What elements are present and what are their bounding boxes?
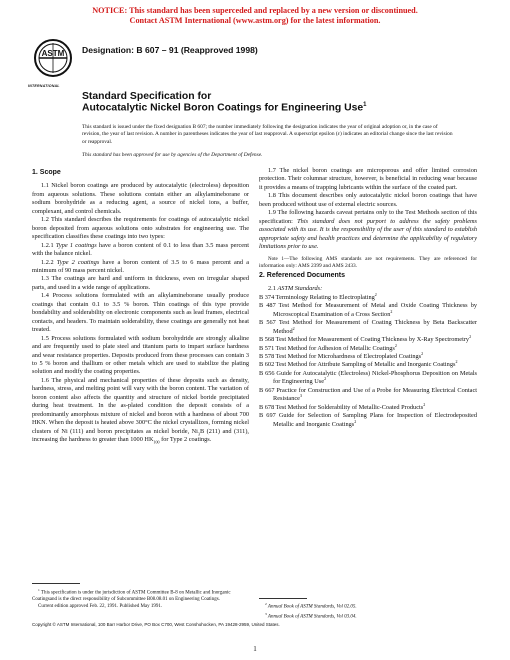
footnote-mark: 3 [265,612,267,617]
reference-footnote-mark: 2 [469,334,472,340]
reference-item [259,387,477,404]
caveat-text: This standard does not purport to address the safety problems associated with its use. It is the responsibility of the user of this standard to establish appropriate safety and health practices and determine the applicability of regulatory limitations prior to use. [259,217,477,251]
footnote-text: Annual Book of ASTM Standards, Vol 03.04. [266,614,357,620]
astm-standards-label [259,285,477,293]
reference-item [259,342,477,353]
subscript: 100 [153,439,160,445]
designation: Designation: B 607 – 91 (Reapproved 1998) [82,45,258,55]
para-text: for Type 2 coatings. [159,436,212,444]
footnote-rule-right [259,598,307,599]
copyright: Copyright © ASTM International, 100 Barr Harbor Drive, PO Box C700, West Conshohocken, PA 19428-2959, United States. [32,622,280,627]
title-text: Autocatalytic Nickel Boron Coatings for Engineering Use [82,102,364,114]
footnote-3 [259,611,477,621]
para-number: 1.2.2 [41,258,57,266]
reference-text: B 656 Guide for Autocatalytic (Electroless) Nickel-Phosphorus Deposition on Metals for Engineering Use [259,369,477,386]
note-text: —The following AMS standards are not requirements. They are referenced for information only: AMS 2399 and AMS 2433. [259,255,477,269]
reference-footnote-mark: 2 [421,350,424,356]
reference-text: B 667 Practice for Construction and Use of a Probe for Measuring Electrical Contact Resistance [259,386,477,403]
reference-footnote-mark: 2 [374,291,377,297]
reference-footnote-mark: 3 [299,393,302,399]
reference-footnote-mark: 2 [324,376,327,382]
footnote-text: This specification is under the jurisdiction of ASTM Committee B-8 on Metallic and Inorganic Coatingsand is the direct responsibility of Subcommittee B08.08.01 on Engineering Coatings. [32,590,231,603]
supersede-notice [0,6,510,26]
para-text: 1.9 The following hazards caveat pertains only to the Test Methods section of this specification: [259,209,477,225]
notice-line-1: NOTICE: This standard has been superceded and replaced by a new version or discontinued. [92,6,418,15]
astm-logo [33,38,73,78]
logo-subtext: INTERNATIONAL [28,84,60,88]
subscript: 3 [197,430,200,436]
reference-item [259,302,477,319]
footnote-2 [259,601,477,611]
reference-text: B 697 Guide for Selection of Sampling Plans for Inspection of Electrodeposited Metallic and Inorganic Coatings [259,412,477,428]
para-1-5: 1.5 Process solutions formulated with sodium borohydride are strongly alkaline and are frequently used to plate steel and titanium parts to impart surface hardness and wear resistance properties. Deposits produced from these processes can contain 3 to 5 % boron and thallium or other metals which are used to stabilize the plating solution and modify the coating properties. [32,334,249,376]
para-1-2-1 [32,242,249,259]
footnote-mark: 1 [38,588,40,592]
footnote-mark: 2 [265,602,267,606]
note-1 [259,256,477,270]
reference-footnote-mark: 2 [292,325,295,331]
reference-item [259,412,477,429]
para-1-8: 1.8 This document describes only autocatalytic nickel boron coatings that have been produced without use of external electric sources. [259,192,477,208]
para-1-9 [259,209,477,251]
title-line-1: Standard Specification for [82,91,212,102]
reference-footnote-mark: 2 [423,401,426,407]
footnote-text: Annual Book of ASTM Standards, Vol 02.05. [266,604,357,610]
reference-item [259,291,477,302]
reference-footnote-mark: 2 [455,359,458,365]
reference-text: B 571 Test Method for Adhesion of Metallic Coatings [259,344,395,352]
para-number: 2.1 [268,285,278,293]
para-1-3: 1.3 The coatings are hard and uniform in thickness, even on irregular shaped parts, and used in a wide range of applications. [32,275,249,291]
reference-text: B 487 Test Method for Measurement of Metal and Oxide Coating Thickness by Microscopical Examination of a Cross Section [259,302,477,318]
reference-item [259,370,477,387]
para-1-2-2 [32,259,249,276]
footnote-1-edition: Current edition approved Feb. 22, 1991. Published May 1991. [38,603,163,609]
para-1-4: 1.4 Process solutions formulated with an alkylamineborane usually produce coatings that contain 0.1 to 3.5 % boron. Thin coatings of this type provide bondability and solderability on electronic components such as lead frames, electrical contacts, and headers. To maintain solderability, these coatings are generally not heat treated. [32,292,249,334]
left-column [32,167,249,445]
title-line-2 [82,102,367,113]
para-1-7: 1.7 The nickel boron coatings are microporous and offer limited corrosion protection. Their columnar structure, however, is beneficial in reducing wear because it provides a means of trapping lubricants within the surface of the coated part. [259,167,477,191]
approval-note: This standard has been approved for use by agencies of the Department of Defense. [82,152,263,158]
reference-item [259,401,477,412]
footnote-1-body [32,587,249,604]
reference-footnote-mark: 2 [390,308,393,314]
reference-text: B 568 Test Method for Measurement of Coating Thickness by X-Ray Spectrometry [259,336,470,344]
para-1-1: 1.1 Nickel boron coatings are produced by autocatalytic (electroless) deposition from aqueous solutions. These solutions contain either an alkylamineborane or sodium borohydride as a reducing agent, a source of nickel ions, a buffer, complexant, and control chemicals. [32,182,249,215]
title-footnote-mark: 1 [363,102,367,108]
reference-text: B 374 Terminology Relating to Electroplating [259,293,375,301]
reference-text: B 602 Test Method for Attribute Sampling of Metallic and Inorganic Coatings [259,361,456,369]
footnote-1 [32,587,249,610]
reference-item [259,336,477,344]
para-text: have a boron content of 3.5 to 6 mass percent and a minimum of 90 mass percent nickel. [32,258,249,274]
note-label: Note 1 [268,256,284,262]
reference-footnote-mark: 2 [354,418,357,424]
footnotes-right [259,601,477,622]
reference-text: B 567 Test Method for Measurement of Coating Thickness by Beta Backscatter Method [259,319,477,335]
reference-footnote-mark: 2 [394,342,397,348]
refs-list [259,291,477,429]
reference-text: B 578 Test Method for Microhardness of Electroplated Coatings [259,353,422,361]
logo-text: ASTM [41,49,65,58]
page-number: 1 [253,645,257,653]
reference-text: B 678 Test Method for Solderability of Metallic-Coated Products [259,403,424,411]
standards-label: ASTM Standards: [277,285,323,293]
type-label: Type 1 coatings [55,241,97,249]
issue-note: This standard is issued under the fixed designation B 607; the number immediately following the designation indicates the year of original adoption or, in the case of revision, the year of last revision. A number in parentheses indicates the year of last reapproval. A superscript epsilon (ε) indicates an editorial change since the last revision or reapproval. [82,124,453,145]
scope-heading: 1. Scope [32,169,61,176]
right-column [259,167,477,429]
refs-heading: 2. Referenced Documents [259,271,345,279]
para-text: B (211) and (311), increasing the hardness to greater than 1000 HK [32,427,249,444]
para-text: have a boron content of 0.1 to less than 3.5 mass percent with the balance nickel. [32,241,249,258]
type-label: Type 2 coatings [56,258,100,266]
para-text: 1.6 The physical and mechanical properties of these deposits such as density, hardness, stress, and melting point will vary with the boron content. The variation of boron content also affects the quantity and structure of nickel boride precipitated during heat treatment. In the as-plated condition the deposit consists of a predominantly amorphous mixture of nickel and boron with a hardness of about 700 HKN. When the deposit is heated above 300°C the nickel crystallizes, forming nickel clusters of Ni (111) and boron precipitates as nickel boride, Ni [32,376,249,435]
footnote-rule-left [32,583,80,584]
reference-item [259,361,477,369]
reference-item [259,319,477,336]
para-1-6 [32,377,249,445]
para-number: 1.2.1 [41,241,56,249]
notice-line-2: Contact ASTM International (www.astm.org) for the latest information. [129,16,381,25]
para-1-2: 1.2 This standard describes the requirements for coatings of autocatalytic nickel boron deposited from aqueous solutions onto substrates for engineering use. The specification classifies these coatings into two types: [32,216,249,241]
